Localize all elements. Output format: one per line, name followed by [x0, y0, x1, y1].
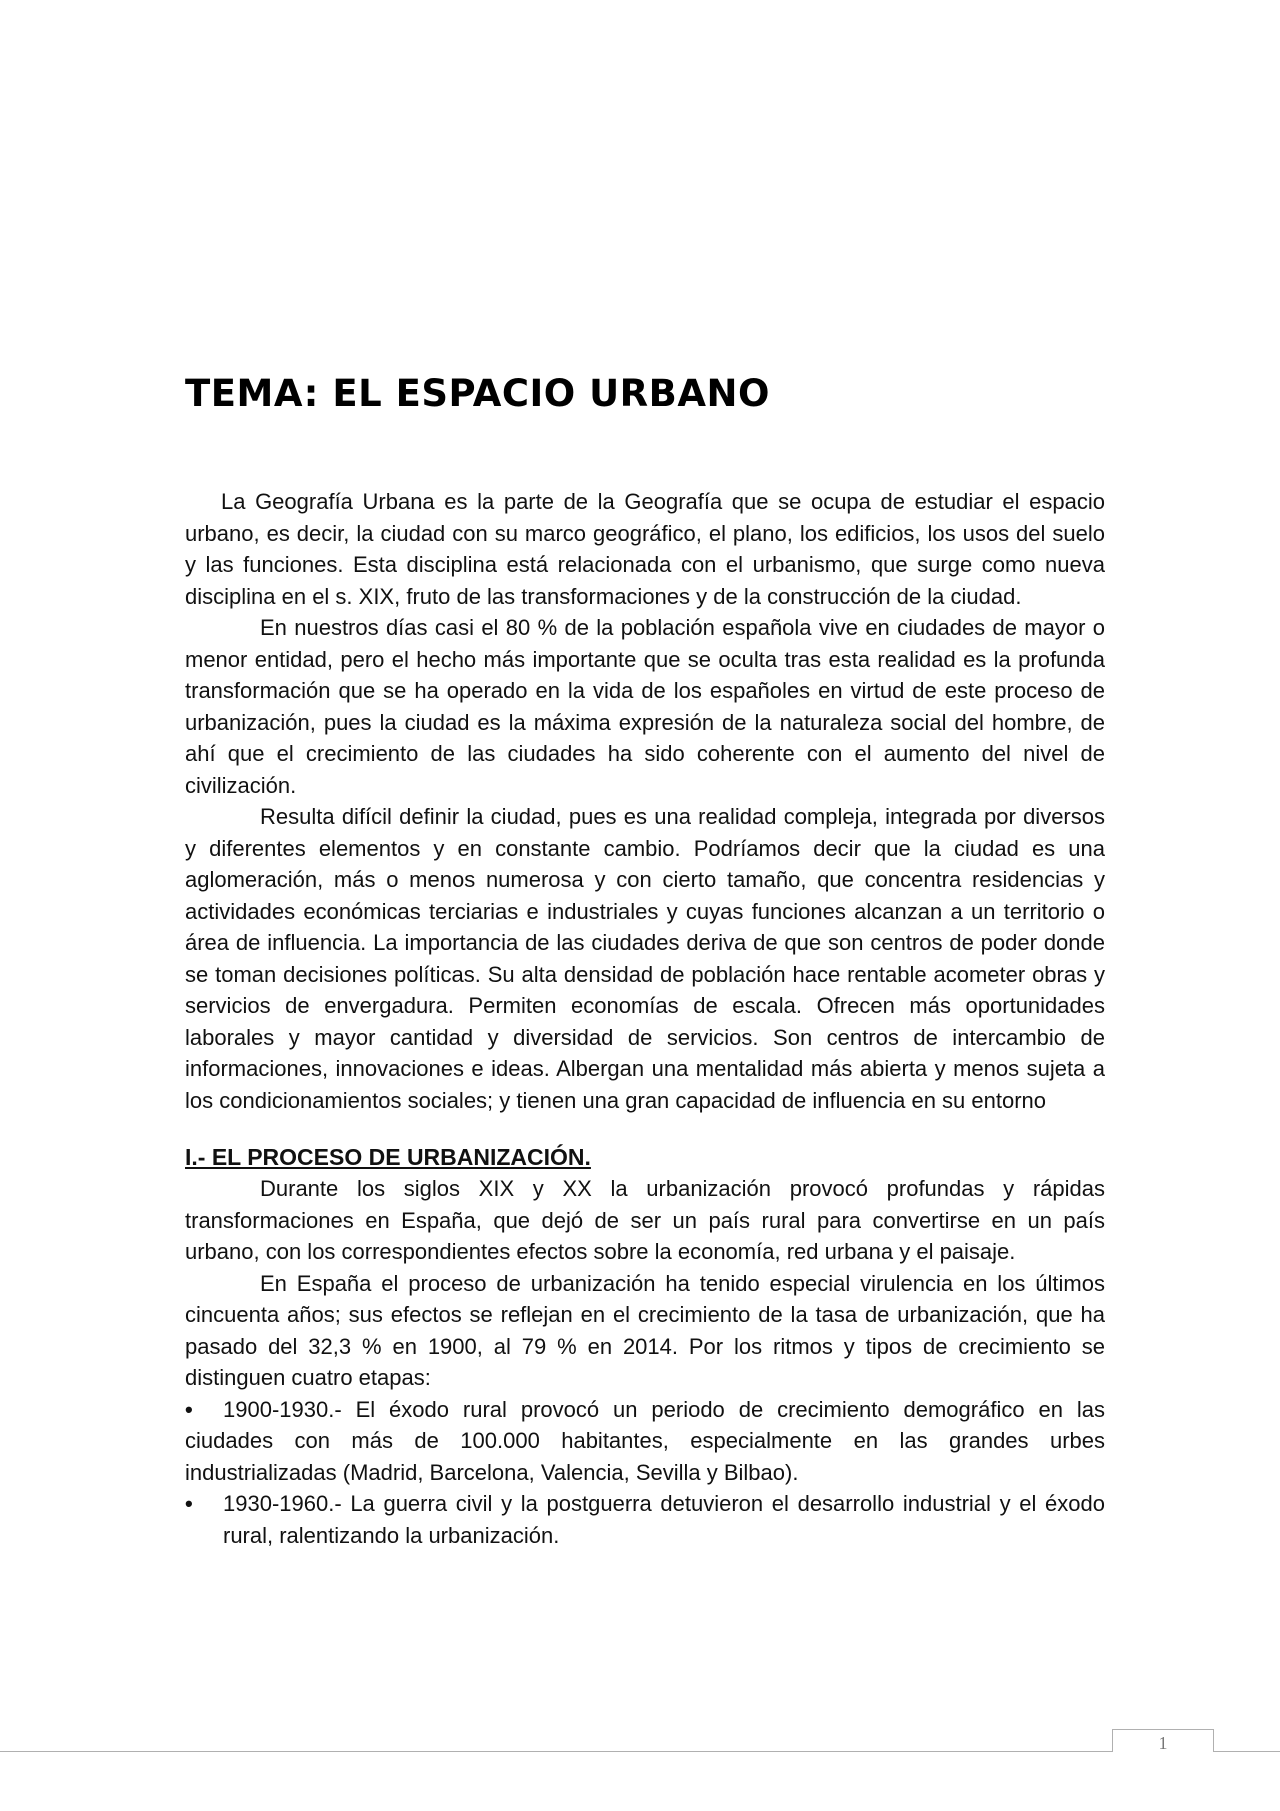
intro-paragraph-3: Resulta difícil definir la ciudad, pues es una realidad compleja, integrada por diversos y diferentes elementos y en constante cambio. Podríamos decir que la ciudad es una aglomeración, más o menos numerosa y con cierto tamaño, que concentra residencias y actividades económicas terciarias e industriales y cuyas funciones alcanzan a un territorio o área de influencia. La importancia de las ciudades deriva de que son centros de poder donde se toman decisiones políticas. Su alta densidad de población hace rentable acometer obras y servicios de envergadura. Permiten economías de escala. Ofrecen más oportunidades laborales y mayor cantidad y diversidad de servicios. Son centros de intercambio de informaciones, innovaciones e ideas. Albergan una mentalidad más abierta y menos sujeta a los condicionamientos sociales; y tienen una gran capacidad de influencia en su entorno	[185, 804, 1105, 1113]
list-item-text: 1930-1960.- La guerra civil y la postguerra detuvieron el desarrollo industrial y el éxodo rural, ralentizando la urbanización.	[223, 1491, 1105, 1548]
bullet-icon: •	[185, 1396, 193, 1422]
page-number-tab	[1112, 1729, 1214, 1752]
list-item	[185, 1488, 1105, 1551]
document-title: TEMA: EL ESPACIO URBANO	[185, 372, 770, 415]
intro-paragraph-1: La Geografía Urbana es la parte de la Geografía que se ocupa de estudiar el espacio urbano, es decir, la ciudad con su marco geográfico, el plano, los edificios, los usos del suelo y las funciones. Esta disciplina está relacionada con el urbanismo, que surge como nueva disciplina en el s. XIX, fruto de las transformaciones y de la construcción de la ciudad.	[185, 489, 1105, 609]
page-content	[185, 368, 1105, 1551]
footer-divider	[0, 1751, 1280, 1752]
stages-list	[185, 1394, 1105, 1552]
page-number: 1	[1158, 1733, 1168, 1753]
intro-paragraph-2: En nuestros días casi el 80 % de la población española vive en ciudades de mayor o menor entidad, pero el hecho más importante que se oculta tras esta realidad es la profunda transformación que se ha operado en la vida de los españoles en virtud de este proceso de urbanización, pues la ciudad es la máxima expresión de la naturaleza social del hombre, de ahí que el crecimiento de las ciudades ha sido coherente con el aumento del nivel de civilización.	[185, 615, 1105, 798]
list-item-text: 1900-1930.- El éxodo rural provocó un periodo de crecimiento demográfico en las ciudades con más de 100.000 habitantes, especialmente en las grandes urbes industrializadas (Madrid, Barcelona, Valencia, Sevilla y Bilbao).	[185, 1396, 1105, 1485]
bullet-icon: •	[185, 1491, 193, 1516]
section-paragraph-1: Durante los siglos XIX y XX la urbanización provocó profundas y rápidas transformaciones en España, que dejó de ser un país rural para convertirse en un país urbano, con los correspondientes efectos sobre la economía, red urbana y el paisaje.	[185, 1176, 1105, 1264]
section-paragraph-2: En España el proceso de urbanización ha tenido especial virulencia en los últimos cincuenta años; sus efectos se reflejan en el crecimiento de la tasa de urbanización, que ha pasado del 32,3 % en 1900, al 79 % en 2014. Por los ritmos y tipos de crecimiento se distinguen cuatro etapas:	[185, 1270, 1105, 1390]
section-heading-urbanizacion: I.- EL PROCESO DE URBANIZACIÓN.	[185, 1144, 591, 1170]
list-item	[185, 1394, 1105, 1489]
